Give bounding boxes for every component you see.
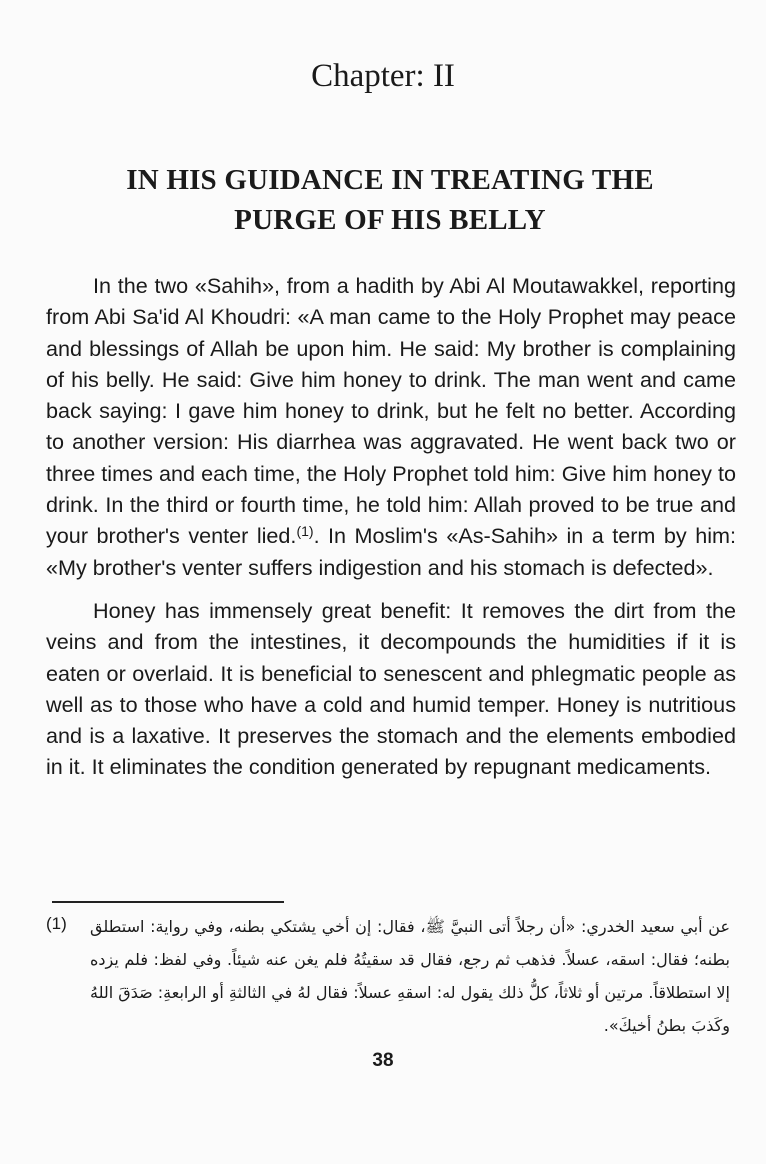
footnote-arabic-text: عن أبي سعيد الخدري: «أن رجلاً أتى النبيَّ ﷺ، فقال: إن أخي يشتكي بطنه، وفي رواية: استطلق بطنه؛ فقال: اسقه، عسلاً. فذهب ثم رجع، فقال قد سقيتُهُ فلم يغن عنه شيئاً. وفي لفظ: فلم يزده إلا استطلاقاً. مرتين أو ثلاثاً، كلُّ ذلك يقول له: اسقهِ عسلاً: فقال لهُ في الثالثةِ أو الرابعةِ: صَدَقَ اللهُ وكَذبَ بطنُ أخيكَ». [90,917,730,1035]
paragraph-1-text-a: In the two «Sahih», from a hadith by Abi Al Moutawakkel, reporting from Abi Sa'id Al Khoudri: «A man came to the Holy Prophet may peace and blessings of Allah be upon him. He said: My brother is complaining of his belly. He said: Give him honey to drink. The man went and came back saying: I gave him honey to drink, but he felt no better. According to another version: His diarrhea was aggravated. He went back two or three times and each time, the Holy Prophet told him: Give him honey to drink. In the third or fourth time, he told him: Allah proved to be true and your brother's venter lied. [46,273,736,549]
body-text [46,270,736,783]
footnote-divider [52,901,284,903]
footnote-number: (1) [46,914,67,933]
section-title-line-2: PURGE OF HIS BELLY [234,204,546,236]
section-title [60,160,720,240]
page-number: 38 [372,1050,394,1071]
section-title-line-1: IN HIS GUIDANCE IN TREATING THE [126,164,654,196]
footnote-reference: (1) [296,523,314,540]
footnote [46,910,736,1040]
paragraph-1 [46,270,736,583]
paragraph-1-text-b: . In Moslim's «As-Sahih» in a term by him: «My brother's venter suffers indigestion and his stomach is defected». [46,523,736,580]
paragraph-2: Honey has immensely great benefit: It removes the dirt from the veins and from the intestines, it decompounds the humidities if it is eaten or overlaid. It is beneficial to senescent and phlegmatic people as well as to those who have a cold and humid temper. Honey is nutritious and is a laxative. It preserves the stomach and the elements embodied in it. It eliminates the condition generated by repugnant medicaments. [46,597,736,780]
chapter-heading: Chapter: II [311,58,455,94]
